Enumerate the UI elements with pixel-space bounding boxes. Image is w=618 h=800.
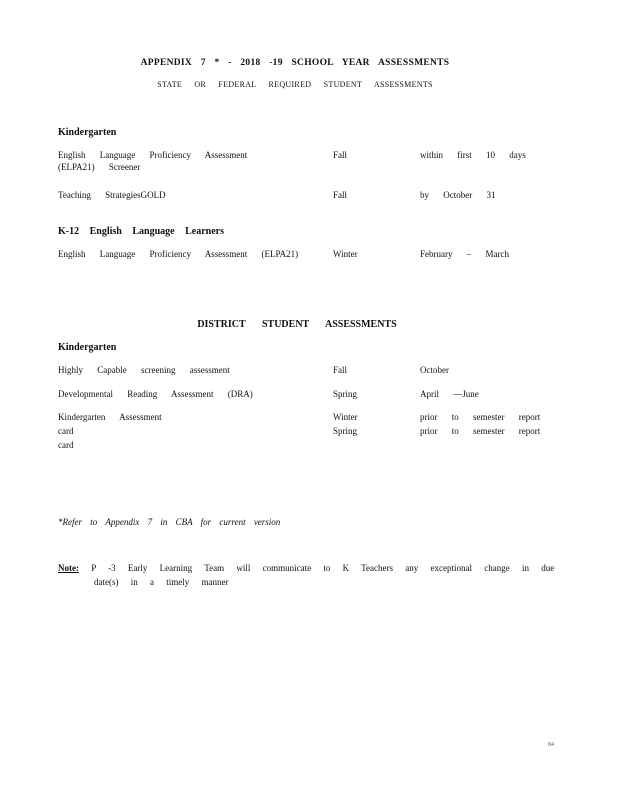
assessment-timing: prior to semester report	[420, 426, 541, 436]
assessment-season: Spring	[333, 426, 358, 436]
assessment-timing: October	[420, 365, 449, 375]
assessment-name: English Language Proficiency Assessment (ELPA21)	[58, 249, 299, 259]
note-text: P -3 Early Learning Team will communicate to K Teachers any exceptional change in due	[79, 563, 555, 573]
section-heading-k12-ell: K-12 English Language Learners	[58, 226, 224, 237]
page-number: 84	[548, 742, 554, 748]
assessment-timing: within first 10 days	[420, 150, 526, 160]
assessment-season: Winter	[333, 412, 358, 422]
assessment-timing: by October 31	[420, 190, 496, 200]
page-title: APPENDIX 7 * - 2018 -19 SCHOOL YEAR ASSESSMENTS	[140, 58, 450, 68]
note-line-1	[58, 563, 554, 573]
assessment-name-continued: (ELPA21) Screener	[58, 162, 141, 172]
assessment-timing: April —June	[420, 389, 479, 399]
section-heading-kindergarten: Kindergarten	[58, 127, 117, 138]
assessment-name: Developmental Reading Assessment (DRA)	[58, 389, 253, 399]
assessment-name-continued: card	[58, 440, 74, 450]
assessment-name: Highly Capable screening assessment	[58, 365, 230, 375]
page-subtitle: STATE OR FEDERAL REQUIRED STUDENT ASSESSMENTS	[157, 80, 433, 89]
assessment-season: Fall	[333, 365, 348, 375]
district-heading: DISTRICT STUDENT ASSESSMENTS	[197, 319, 397, 330]
note-line-2: date(s) in a timely manner	[94, 577, 229, 587]
assessment-season: Spring	[333, 389, 358, 399]
assessment-season: Fall	[333, 190, 348, 200]
assessment-name: Teaching StrategiesGOLD	[58, 190, 166, 200]
assessment-name-continued: card	[58, 426, 74, 436]
assessment-name: English Language Proficiency Assessment	[58, 150, 248, 160]
assessment-season: Fall	[333, 150, 348, 160]
note-label: Note:	[58, 563, 79, 573]
assessment-timing: prior to semester report	[420, 412, 541, 422]
footnote: *Refer to Appendix 7 in CBA for current version	[58, 517, 281, 527]
assessment-timing: February – March	[420, 249, 509, 259]
assessment-name: Kindergarten Assessment	[58, 412, 162, 422]
section-heading-kindergarten: Kindergarten	[58, 342, 117, 353]
assessment-season: Winter	[333, 249, 358, 259]
